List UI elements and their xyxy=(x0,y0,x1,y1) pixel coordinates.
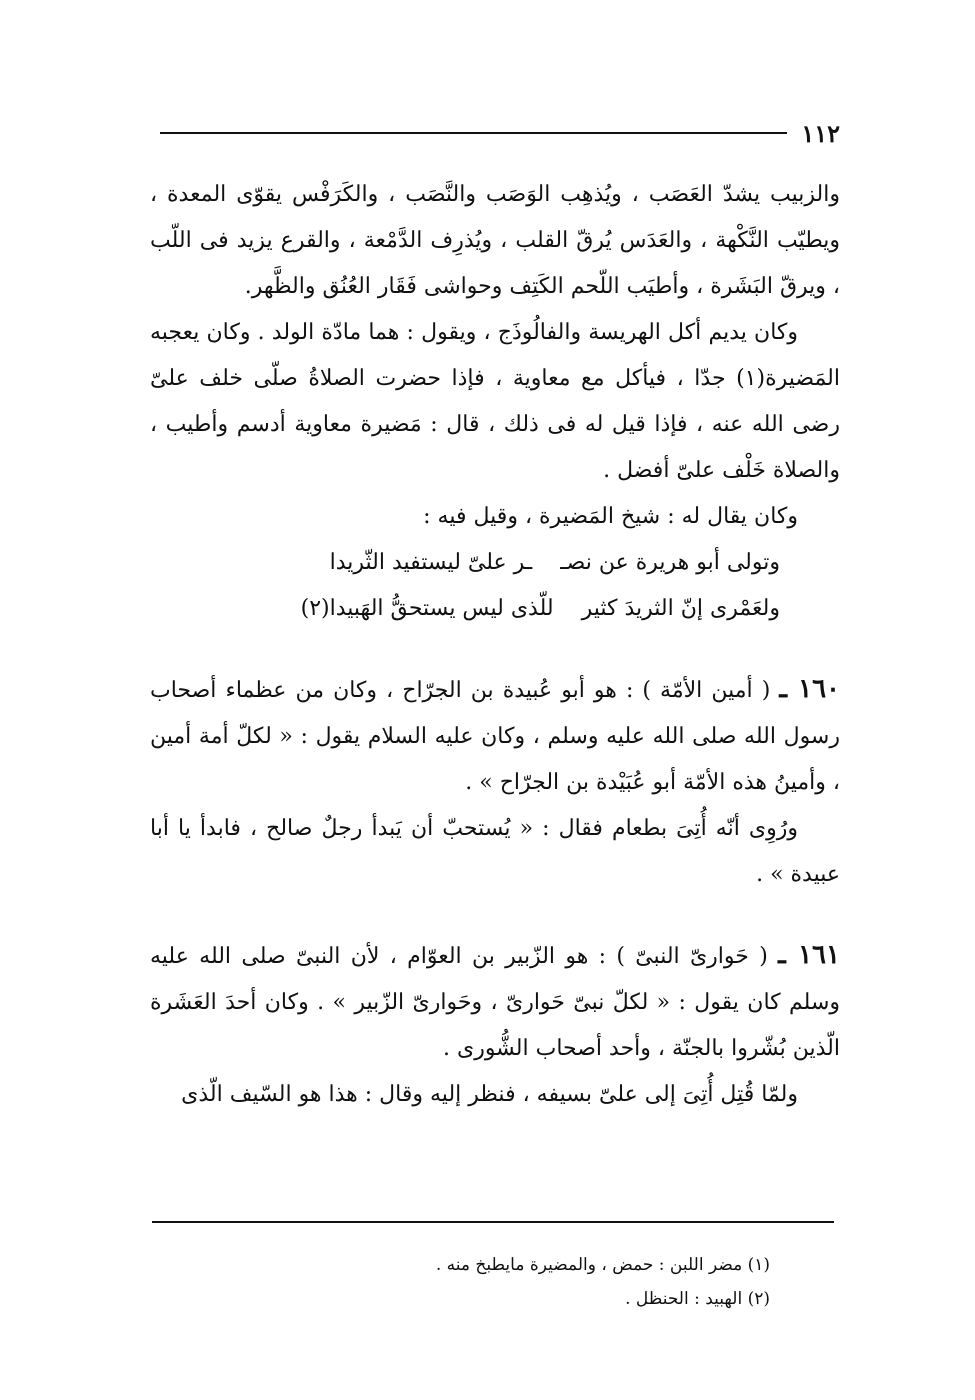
footnote-rule xyxy=(152,1221,834,1223)
entry-161 xyxy=(150,932,840,1072)
poem-verse xyxy=(150,540,780,586)
entry-160 xyxy=(150,666,840,806)
entry-text: ( حَوارىّ النبىّ ) : هو الزّبير بن العوّام ، لأن النبىّ صلى الله عليه وسلم كان يقول : « لكلّ نبىّ حَوارىّ ، وحَوارىّ الزّبير » . وكان أحدَ العَشَرة الّذين بُشّروا بالجنّة ، وأحد أصحاب الشُّورى . xyxy=(150,944,840,1061)
paragraph-nickname: وكان يقال له : شيخ المَضيرة ، وقيل فيه : xyxy=(423,504,798,529)
paragraph-madira: وكان يديم أكل الهريسة والفالُوذَج ، ويقول : هما مادّة الولد . وكان يعجبه المَضيرة(١) جدّا ، فيأكل مع معاوية ، فإذا حضرت الصلاةُ صلّى خلف علىّ رضى الله عنه ، فإذا قيل له فى ذلك ، قال : مَضيرة معاوية أدسم وأطيب ، والصلاة خَلْف علىّ أفضل . xyxy=(150,320,840,483)
page-number: ١١٢ xyxy=(801,118,840,148)
entry-161-continuation: ولمّا قُتِل أُتِىَ إلى علىّ بسيفه ، فنظر إليه وقال : هذا هو السّيف الّذى xyxy=(181,1082,798,1107)
footnote: (٢) الهبيد : الحنظل . xyxy=(625,1289,770,1309)
entry-number: ١٦٠ ـ xyxy=(779,674,841,704)
poem-verse xyxy=(150,586,780,632)
footnotes xyxy=(300,1248,770,1316)
poem-hemistich-second: للّذى ليس يستحقُّ الهَبيدا(٢) xyxy=(300,596,554,621)
header-rule xyxy=(160,132,787,134)
poem-hemistich-first: وتولى أبو هريرة عن نصـ xyxy=(560,550,780,575)
poem-hemistich-first: ولعَمْرى إنّ الثريدَ كثير xyxy=(581,596,780,621)
entry-160-continuation: ورُوِى أنّه أُتِىَ بطعام فقال : « يُستحبّ أن يَبدأ رجلٌ صالح ، فابدأ يا أبا عبيدة » . xyxy=(150,816,840,887)
entry-number: ١٦١ ـ xyxy=(778,940,840,970)
poem-hemistich-second: ـر علىّ ليستفيد الثّريدا xyxy=(329,550,533,575)
paragraph-food: والزبيب يشدّ العَصَب ، ويُذهِب الوَصَب والنَّصَب ، والكَرَفْس يقوّى المعدة ، ويطيّب النَّكْهة ، والعَدَس يُرقّ القلب ، ويُذرِف الدَّمْعة ، والقرع يزيد فى اللّب ، ويرقّ البَشَرة ، وأطيَب اللّحم الكَتِف وحواشى فَقَار العُنُق والظَّهر. xyxy=(150,182,840,299)
entry-text: ( أمين الأمّة ) : هو أبو عُبيدة بن الجرّاح ، وكان من عظماء أصحاب رسول الله صلى الله عليه وسلم ، وكان عليه السلام يقول : « لكلّ أمة أمين ، وأمينُ هذه الأمّة أبو عُبَيْدة بن الجرّاح » . xyxy=(150,678,840,795)
poem xyxy=(150,540,840,632)
page-header xyxy=(160,118,840,148)
footnote: (١) مضر اللبن : حمض ، والمضيرة مايطبخ منه . xyxy=(435,1255,770,1275)
main-text xyxy=(150,172,840,1118)
